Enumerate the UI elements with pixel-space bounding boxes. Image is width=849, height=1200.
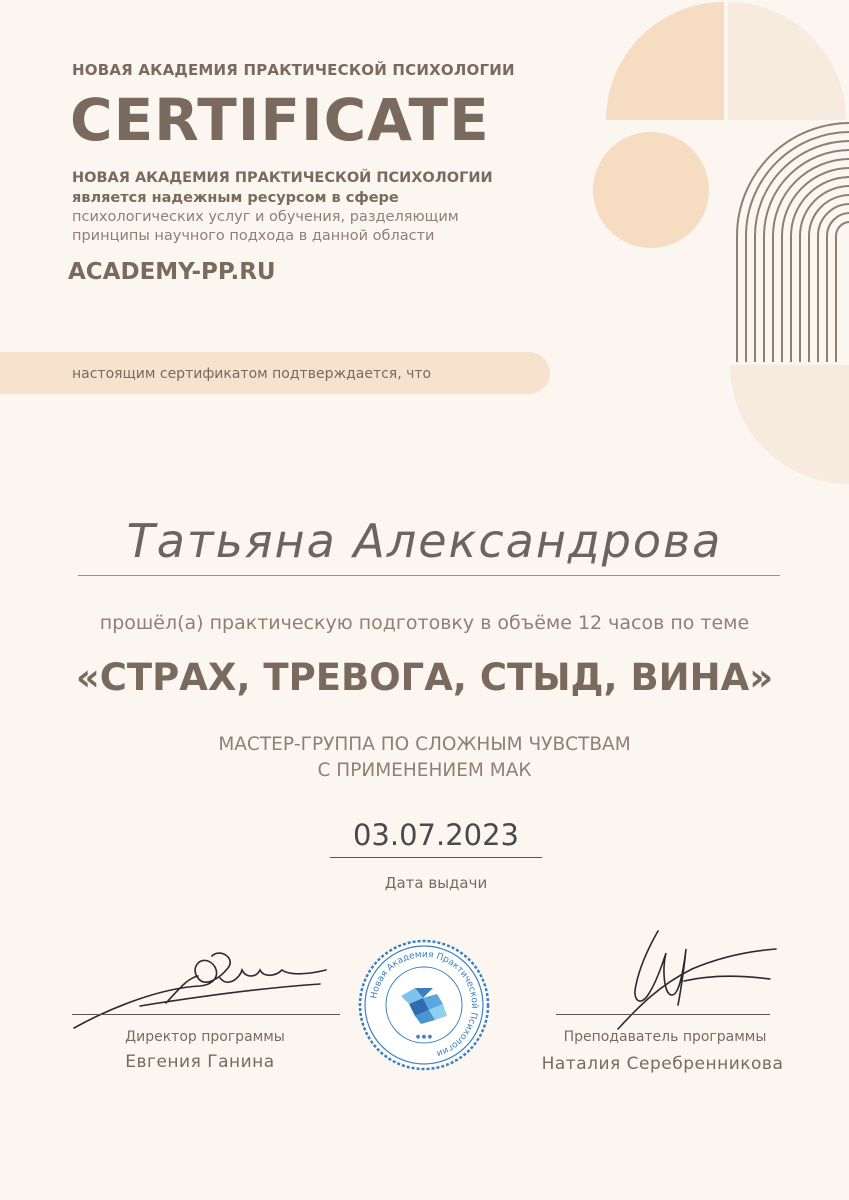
director-signature-line [72, 1014, 340, 1015]
deco-half-circle [730, 365, 849, 484]
description-line-3: психологических услуг и обучения, разделяющим [72, 209, 459, 225]
teacher-role: Преподаватель программы [563, 1029, 767, 1045]
description-line-2: является надежным ресурсом в сфере [72, 190, 399, 206]
academy-seal [357, 938, 491, 1072]
completion-text: прошёл(а) практическую подготовку в объёме 12 часов по теме [99, 612, 750, 634]
issue-date-label: Дата выдачи [384, 874, 488, 892]
confirmation-text: настоящим сертификатом подтверждается, что [72, 366, 432, 382]
course-topic: «СТРАХ, ТРЕВОГА, СТЫД, ВИНА» [75, 656, 774, 699]
course-subtitle-line-2: С ПРИМЕНЕНИЕМ МАК [317, 760, 532, 781]
director-name: Евгения Ганина [125, 1052, 275, 1072]
website-link[interactable]: ACADEMY-PP.RU [68, 259, 276, 285]
certificate-title: CERTIFICATE [70, 86, 490, 154]
course-subtitle-line-1: МАСТЕР-ГРУППА ПО СЛОЖНЫМ ЧУВСТВАМ [218, 734, 631, 755]
deco-quarter-beige [728, 2, 846, 120]
teacher-signature-line [556, 1014, 770, 1015]
seal-text: Новая Академия Практической Психологии [369, 949, 480, 1059]
description-line-4: принципы научного подхода в данной области [72, 228, 435, 244]
description-line-1: НОВАЯ АКАДЕМИЯ ПРАКТИЧЕСКОЙ ПСИХОЛОГИИ [72, 170, 493, 186]
director-signature [70, 948, 340, 1033]
deco-circle [593, 132, 709, 248]
recipient-underline [78, 575, 780, 576]
academy-name: НОВАЯ АКАДЕМИЯ ПРАКТИЧЕСКОЙ ПСИХОЛОГИИ [72, 61, 515, 79]
date-underline [330, 857, 542, 858]
deco-arches [737, 123, 849, 362]
director-role: Директор программы [125, 1029, 285, 1045]
recipient-name: Татьяна Александрова [126, 514, 723, 568]
teacher-name: Наталия Серебренникова [541, 1054, 784, 1074]
issue-date: 03.07.2023 [352, 818, 520, 852]
deco-quarter-peach [606, 2, 724, 120]
svg-text:● ● ●: ● ● ● [415, 1034, 433, 1040]
